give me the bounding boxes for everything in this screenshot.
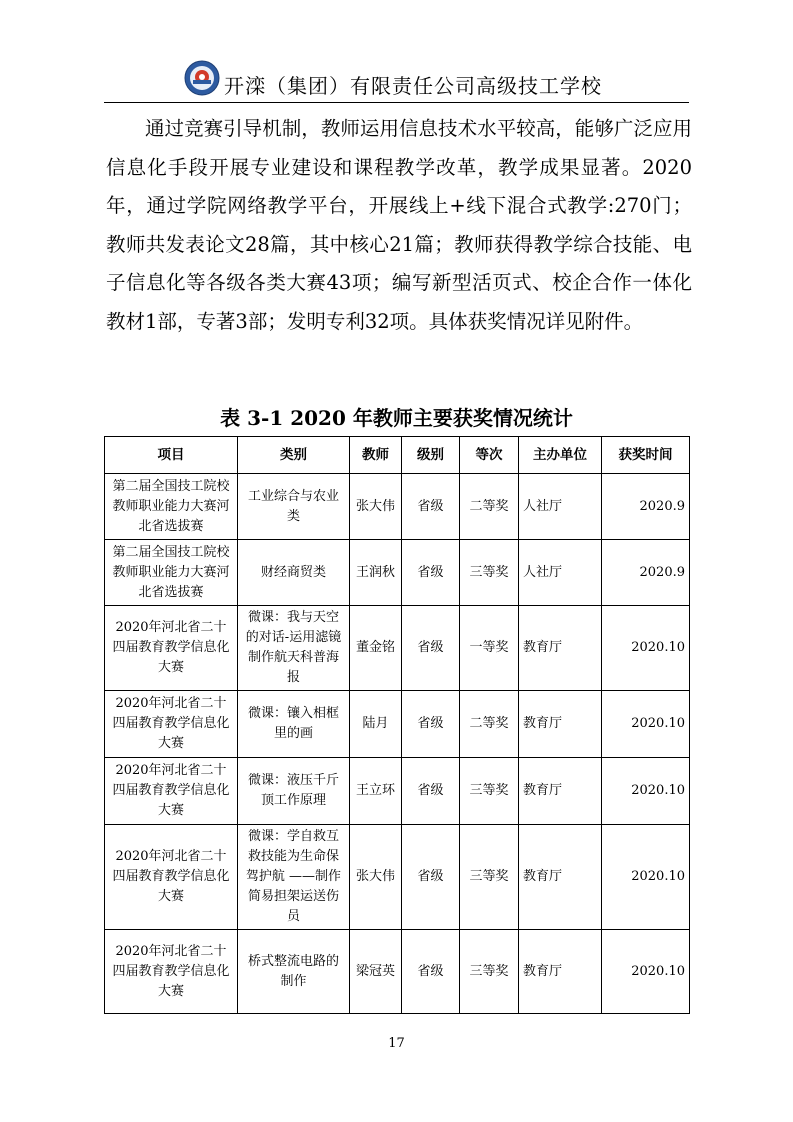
page-header xyxy=(104,56,689,103)
teacher-cell: 梁冠英 xyxy=(350,930,402,1014)
header-title: 开滦（集团）有限责任公司高级技工学校 xyxy=(224,74,602,98)
level-cell: 省级 xyxy=(402,540,460,606)
date-cell: 2020.10 xyxy=(602,930,690,1014)
rank-cell: 三等奖 xyxy=(460,758,519,825)
column-header: 获奖时间 xyxy=(602,437,690,474)
school-emblem-icon xyxy=(184,60,220,96)
rank-cell: 一等奖 xyxy=(460,606,519,691)
awards-table xyxy=(104,436,690,1014)
organizer-cell: 教育厅 xyxy=(519,691,602,758)
project-cell: 第二届全国技工院校教师职业能力大赛河北省选拔赛 xyxy=(105,474,238,540)
teacher-cell: 董金铭 xyxy=(350,606,402,691)
level-cell: 省级 xyxy=(402,474,460,540)
organizer-cell: 教育厅 xyxy=(519,930,602,1014)
teacher-cell: 张大伟 xyxy=(350,474,402,540)
teacher-cell: 王立环 xyxy=(350,758,402,825)
organizer-cell: 教育厅 xyxy=(519,606,602,691)
column-header: 级别 xyxy=(402,437,460,474)
column-header: 类别 xyxy=(238,437,350,474)
level-cell: 省级 xyxy=(402,691,460,758)
teacher-cell: 王润秋 xyxy=(350,540,402,606)
teacher-cell: 张大伟 xyxy=(350,825,402,930)
level-cell: 省级 xyxy=(402,930,460,1014)
rank-cell: 三等奖 xyxy=(460,825,519,930)
page-number: 17 xyxy=(388,1036,405,1051)
rank-cell: 三等奖 xyxy=(460,540,519,606)
organizer-cell: 教育厅 xyxy=(519,825,602,930)
column-header: 等次 xyxy=(460,437,519,474)
rank-cell: 二等奖 xyxy=(460,691,519,758)
table-row xyxy=(105,474,690,540)
project-cell: 2020年河北省二十四届教育教学信息化大赛 xyxy=(105,758,238,825)
table-header-row xyxy=(105,437,690,474)
category-cell: 微课：液压千斤顶工作原理 xyxy=(238,758,350,825)
organizer-cell: 教育厅 xyxy=(519,758,602,825)
category-cell: 财经商贸类 xyxy=(238,540,350,606)
date-cell: 2020.10 xyxy=(602,606,690,691)
level-cell: 省级 xyxy=(402,606,460,691)
body-paragraph: 通过竞赛引导机制，教师运用信息技术水平较高，能够广泛应用信息化手段开展专业建设和课程教学改革，教学成果显著。2020年，通过学院网络教学平台，开展线上+线下混合式教学:270门；教师共发表论文28篇，其中核心21篇；教师获得教学综合技能、电子信息化等各级各类大赛43项；编写新型活页式、校企合作一体化教材1部，专著3部；发明专利32项。具体获奖情况详见附件。 xyxy=(106,117,692,333)
level-cell: 省级 xyxy=(402,825,460,930)
date-cell: 2020.9 xyxy=(602,474,690,540)
table-row xyxy=(105,930,690,1014)
organizer-cell: 人社厅 xyxy=(519,474,602,540)
column-header: 主办单位 xyxy=(519,437,602,474)
date-cell: 2020.10 xyxy=(602,758,690,825)
table-row xyxy=(105,825,690,930)
column-header: 项目 xyxy=(105,437,238,474)
date-cell: 2020.10 xyxy=(602,825,690,930)
level-cell: 省级 xyxy=(402,758,460,825)
project-cell: 第二届全国技工院校教师职业能力大赛河北省选拔赛 xyxy=(105,540,238,606)
date-cell: 2020.10 xyxy=(602,691,690,758)
organizer-cell: 人社厅 xyxy=(519,540,602,606)
project-cell: 2020年河北省二十四届教育教学信息化大赛 xyxy=(105,825,238,930)
rank-cell: 三等奖 xyxy=(460,930,519,1014)
column-header: 教师 xyxy=(350,437,402,474)
project-cell: 2020年河北省二十四届教育教学信息化大赛 xyxy=(105,691,238,758)
table-title: 表 3-1 2020 年教师主要获奖情况统计 xyxy=(220,406,573,430)
table-row xyxy=(105,540,690,606)
category-cell: 微课：我与天空的对话-运用滤镜制作航天科普海报 xyxy=(238,606,350,691)
table-row xyxy=(105,758,690,825)
date-cell: 2020.9 xyxy=(602,540,690,606)
category-cell: 桥式整流电路的制作 xyxy=(238,930,350,1014)
table-row xyxy=(105,691,690,758)
teacher-cell: 陆月 xyxy=(350,691,402,758)
project-cell: 2020年河北省二十四届教育教学信息化大赛 xyxy=(105,606,238,691)
category-cell: 工业综合与农业类 xyxy=(238,474,350,540)
category-cell: 微课：学自救互救技能为生命保驾护航 ——制作简易担架运送伤员 xyxy=(238,825,350,930)
body-text xyxy=(106,110,692,342)
rank-cell: 二等奖 xyxy=(460,474,519,540)
table-row xyxy=(105,606,690,691)
project-cell: 2020年河北省二十四届教育教学信息化大赛 xyxy=(105,930,238,1014)
category-cell: 微课：镶入相框里的画 xyxy=(238,691,350,758)
